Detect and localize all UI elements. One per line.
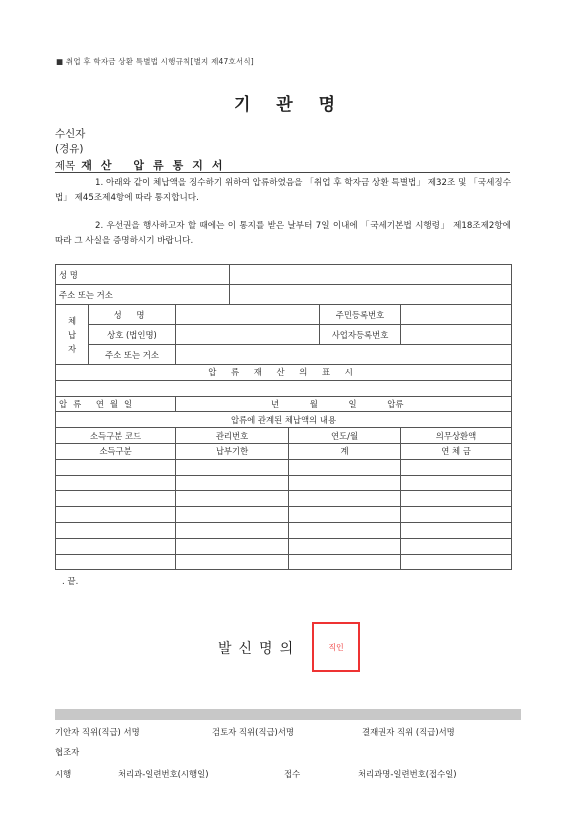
trade-name-label: 상호 (법인명) (89, 325, 176, 345)
col-late-fee: 연 체 금 (401, 443, 512, 459)
seized-property-value[interactable] (56, 380, 512, 396)
col-repayment: 의무상환액 (401, 428, 512, 444)
approver-label: 결재권자 직위 (직급)서명 (362, 727, 455, 737)
table-row (56, 522, 512, 538)
org-title: 기 관 명 (233, 95, 346, 115)
trade-name-value[interactable] (176, 325, 320, 345)
col-mgmt-no: 관리번호 (176, 428, 289, 444)
arrears-header: 압류에 관계된 체납액의 내용 (56, 412, 512, 428)
rrn-label: 주민등록번호 (320, 305, 401, 325)
table-row (56, 538, 512, 554)
brn-label: 사업자등록번호 (320, 325, 401, 345)
via-label: (경유) (55, 143, 84, 155)
table-row (56, 475, 512, 491)
enforcement-label: 시행 (55, 769, 72, 779)
subject-text: 재산 압류통지서 (81, 159, 232, 172)
debtor-address-label: 주소 또는 거소 (89, 345, 176, 365)
address-value[interactable] (230, 285, 512, 305)
end-mark: . 끝. (62, 577, 79, 587)
seizure-table (55, 264, 512, 570)
seize-date-value[interactable]: 년 월 일 압류 (176, 396, 512, 412)
drafter-label: 기안자 직위(직급) 서명 (55, 727, 140, 737)
table-row (56, 554, 512, 570)
brn-value[interactable] (401, 325, 512, 345)
subject-label: 제목 (55, 160, 76, 172)
table-row (56, 491, 512, 507)
subject-row (55, 157, 232, 173)
address-label: 주소 또는 거소 (56, 285, 230, 305)
debtor-label: 체 납 자 (56, 305, 89, 365)
col-due-date: 납부기한 (176, 443, 289, 459)
seized-property-header: 압 류 재 산 의 표 시 (56, 365, 512, 381)
rrn-value[interactable] (401, 305, 512, 325)
reviewer-label: 검토자 직위(직급)서명 (212, 727, 295, 737)
receipt-label: 접수 (284, 769, 301, 779)
col-year-month: 연도/월 (289, 428, 401, 444)
debtor-address-value[interactable] (176, 345, 512, 365)
table-row (56, 459, 512, 475)
title-rule (55, 172, 510, 173)
table-row (56, 507, 512, 523)
col-income-code: 소득구분 코드 (56, 428, 176, 444)
recipient-label: 수신자 (55, 128, 86, 140)
col-income-type: 소득구분 (56, 443, 176, 459)
paragraph-2: 2. 우선권을 행사하고자 할 때에는 이 통지를 받은 날부터 7일 이내에 「국세기본법 시행령」 제18조제2항에 따라 그 사실을 증명하시기 바랍니다. (55, 221, 511, 246)
form-number: ■ 취업 후 학자금 상환 특별법 시행규칙[별지 제47호서식] (56, 57, 254, 66)
footer-bar (55, 709, 521, 720)
processing-number-receipt-label: 처리과명-일련번호(접수일) (358, 769, 457, 779)
name-label: 성 명 (56, 265, 230, 285)
sender-name: 발신명의 (218, 641, 301, 657)
name-value[interactable] (230, 265, 512, 285)
cooperator-label: 협조자 (55, 747, 80, 757)
seize-date-label: 압류 연월일 (56, 396, 176, 412)
debtor-name-value[interactable] (176, 305, 320, 325)
paragraph-1: 1. 아래와 같이 체납액을 징수하기 위하여 압류하였음을 「취업 후 학자금 상환 특별법」 제32조 및 「국세징수법」 제45조제4항에 따라 통지합니다. (55, 178, 511, 203)
debtor-name-label: 성 명 (89, 305, 176, 325)
col-total: 계 (289, 443, 401, 459)
processing-number-label: 처리과-일련번호(시행일) (118, 769, 209, 779)
official-seal: 직인 (312, 622, 360, 672)
